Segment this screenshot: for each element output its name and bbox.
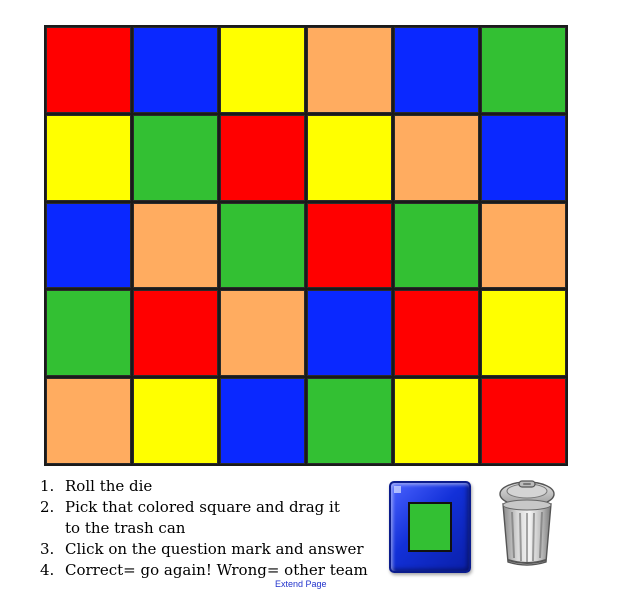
instruction-text: Pick that colored square and drag it — [65, 498, 340, 516]
instruction-number: 1. — [40, 477, 55, 495]
color-square-orange[interactable] — [307, 27, 392, 113]
color-square-orange[interactable] — [481, 203, 566, 289]
color-square-red[interactable] — [307, 203, 392, 289]
die-face-color — [408, 502, 452, 552]
instruction-number: 2. — [40, 498, 55, 516]
extend-page-link[interactable]: Extend Page — [275, 579, 327, 589]
instruction-item — [40, 539, 368, 560]
color-square-green[interactable] — [46, 290, 131, 376]
color-square-red[interactable] — [46, 27, 131, 113]
color-square-blue[interactable] — [46, 203, 131, 289]
color-square-yellow[interactable] — [307, 115, 392, 201]
color-square-green[interactable] — [133, 115, 218, 201]
color-square-blue[interactable] — [220, 378, 305, 464]
color-square-orange[interactable] — [394, 115, 479, 201]
color-square-blue[interactable] — [394, 27, 479, 113]
color-square-red[interactable] — [220, 115, 305, 201]
color-square-blue[interactable] — [481, 115, 566, 201]
instruction-number: 3. — [40, 540, 55, 558]
color-square-orange[interactable] — [220, 290, 305, 376]
color-square-blue[interactable] — [133, 27, 218, 113]
color-square-orange[interactable] — [46, 378, 131, 464]
color-square-yellow[interactable] — [46, 115, 131, 201]
instruction-number: 4. — [40, 561, 55, 579]
color-square-yellow[interactable] — [220, 27, 305, 113]
color-square-orange[interactable] — [133, 203, 218, 289]
color-square-blue[interactable] — [307, 290, 392, 376]
instruction-item — [40, 476, 368, 497]
instruction-item — [40, 560, 368, 581]
instructions-list — [40, 476, 368, 581]
color-square-yellow[interactable] — [394, 378, 479, 464]
trash-can-icon[interactable] — [497, 474, 557, 569]
die-highlight — [394, 486, 401, 493]
instruction-text: Click on the question mark and answer — [65, 540, 364, 558]
color-square-yellow[interactable] — [481, 290, 566, 376]
color-square-red[interactable] — [394, 290, 479, 376]
color-square-red[interactable] — [481, 378, 566, 464]
instruction-text: Correct= go again! Wrong= other team — [65, 561, 368, 579]
color-die-icon[interactable] — [389, 481, 471, 573]
instruction-text: Roll the die — [65, 477, 153, 495]
instruction-continuation: to the trash can — [65, 519, 186, 537]
color-square-green[interactable] — [220, 203, 305, 289]
instruction-item — [40, 497, 368, 539]
game-board — [44, 25, 568, 466]
color-square-yellow[interactable] — [133, 378, 218, 464]
color-square-green[interactable] — [394, 203, 479, 289]
color-square-green[interactable] — [307, 378, 392, 464]
color-square-green[interactable] — [481, 27, 566, 113]
color-square-red[interactable] — [133, 290, 218, 376]
